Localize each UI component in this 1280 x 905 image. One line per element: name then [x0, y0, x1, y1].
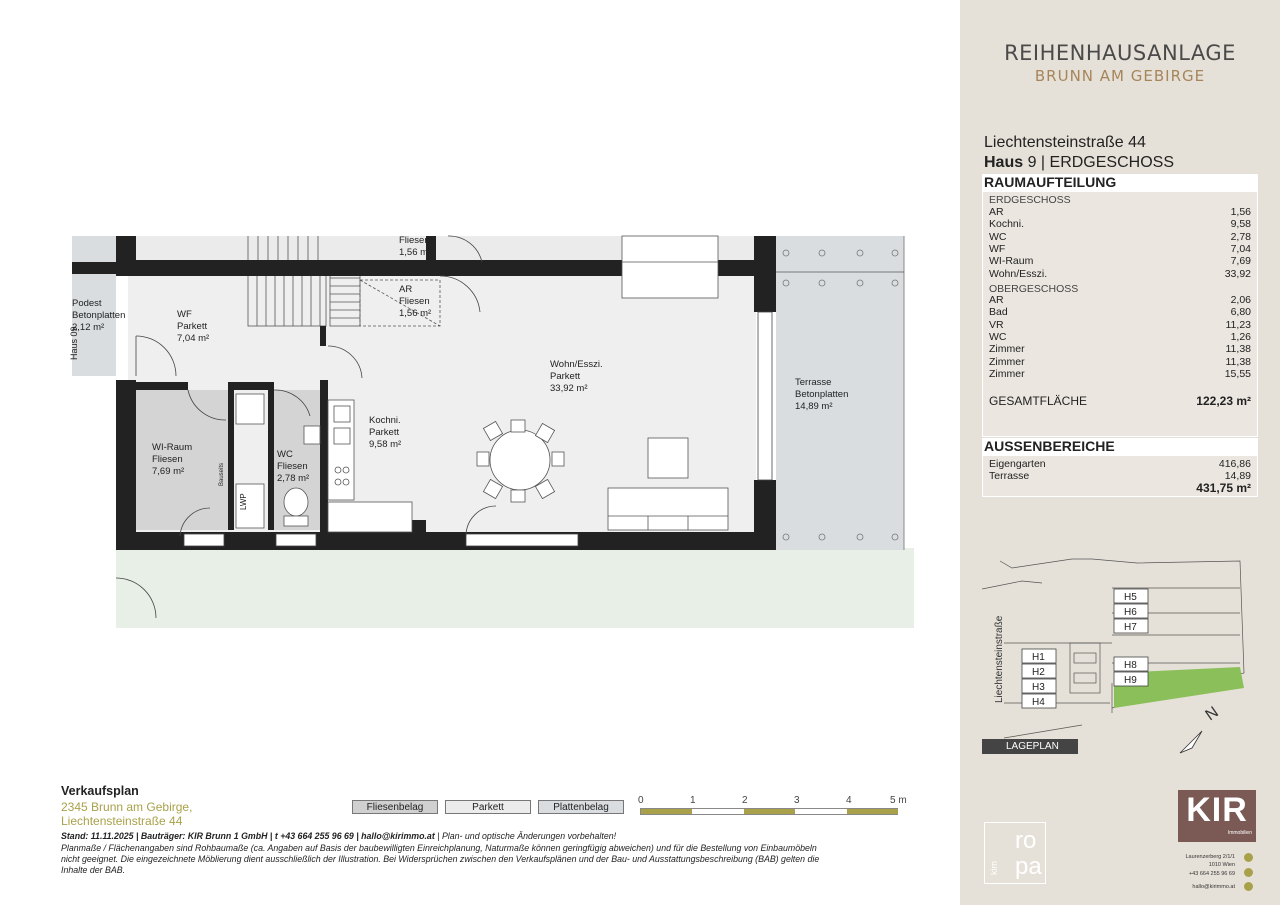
house-h4-label: H4	[1032, 697, 1045, 708]
ar-top-label: Fliesen 1,56 m²	[399, 235, 432, 258]
room-name: WF	[989, 242, 1006, 255]
aussen-total-row: 431,75 m²	[1196, 481, 1251, 495]
room-area: 9,58	[1230, 218, 1251, 231]
north-arrow-icon	[1180, 731, 1202, 753]
footer-disclaimer-1: Planmaße / Flächenangaben sind Rohbaumaße (ca. Angaben auf Basis der baubewilligten Einreichplanung, Naturmaße können geringfügig abweichen) und für die Bestellung von Einbaumöbeln	[61, 843, 817, 853]
mail-icon	[1244, 882, 1253, 891]
room-area: 2,78	[1230, 230, 1251, 243]
obergeschoss-label: OBERGESCHOSS	[989, 283, 1079, 295]
scale-label-5: 5 m	[890, 795, 907, 806]
area-row	[989, 458, 1251, 470]
house-h9-label: H9	[1124, 675, 1137, 686]
scale-label-2: 2	[742, 795, 748, 806]
scale-bar	[640, 808, 898, 815]
footer-stand-line: Stand: 11.11.2025 | Bauträger: KIR Brunn 1 GmbH | t +43 664 255 96 69 | hallo@kirimmo.at | Plan- und optische Änderungen vorbehalten!	[61, 831, 617, 841]
phone-icon	[1244, 868, 1253, 877]
room-area: 6,80	[1230, 306, 1251, 319]
area-row	[989, 255, 1251, 267]
room-name: VR	[989, 318, 1004, 331]
room-area: 11,38	[1225, 355, 1251, 368]
contact-line-2: 1010 Wien	[1208, 862, 1235, 868]
area-row	[989, 331, 1251, 343]
room-area: 7,69	[1230, 255, 1251, 268]
scale-label-3: 3	[794, 795, 800, 806]
lageplan-drawing	[982, 553, 1260, 758]
house-h1-label: H1	[1032, 652, 1045, 663]
room-name: Kochni.	[989, 218, 1025, 231]
aussenbereiche-heading: AUSSENBEREICHE	[982, 438, 1258, 455]
room-area: 1,56	[1230, 206, 1251, 218]
legend-plattenbelag: Plattenbelag	[538, 800, 624, 814]
house-h7-label: H7	[1124, 622, 1137, 633]
area-row	[989, 306, 1251, 318]
scale-label-0: 0	[638, 795, 644, 806]
floor-plan-drawing	[60, 230, 920, 630]
wc-label: WC Fliesen 2,78 m²	[277, 449, 310, 484]
room-area: 11,23	[1225, 318, 1251, 331]
room-area: 33,92	[1224, 267, 1251, 280]
contact-line-3: +43 664 255 96 69	[1188, 871, 1235, 877]
project-title: REIHENHAUSANLAGE	[1004, 41, 1236, 65]
house-h5-label: H5	[1124, 592, 1137, 603]
room-name: WI-Raum	[989, 255, 1034, 268]
room-area: 7,04	[1230, 242, 1251, 255]
wohn-label: Wohn/Esszi. Parkett 33,92 m²	[550, 359, 603, 394]
garden-area	[116, 548, 914, 628]
room-area: 1,26	[1230, 330, 1251, 343]
raumaufteilung-heading: RAUMAUFTEILUNG	[982, 174, 1258, 191]
room-area: 15,55	[1224, 367, 1251, 380]
room-name: Zimmer	[989, 367, 1025, 380]
room-name: AR	[989, 294, 1004, 306]
house-h2-label: H2	[1032, 667, 1045, 678]
terrasse-label: Terrasse Betonplatten 14,89 m²	[795, 377, 849, 412]
house-floor: Haus 9 | ERDGESCHOSS	[984, 154, 1174, 171]
raumaufteilung-table	[982, 191, 1258, 437]
podest-label: Podest Betonplatten 2,12 m²	[72, 298, 126, 333]
footer-title: Verkaufsplan	[61, 784, 139, 798]
area-row	[989, 231, 1251, 243]
kir-logo: KIR Immobilien	[1178, 790, 1256, 842]
room-area: 11,38	[1225, 343, 1251, 356]
area-row	[989, 243, 1251, 255]
footer-disclaimer-3: Inhalte der BAB.	[61, 865, 126, 875]
room-name: Terrasse	[989, 470, 1030, 483]
room-name: WC	[989, 330, 1007, 343]
wi-raum-label: WI-Raum Fliesen 7,69 m²	[152, 442, 193, 477]
room-name: Eigengarten	[989, 458, 1046, 470]
total-row: GESAMTFLÄCHE 122,23 m²	[989, 394, 1251, 408]
room-name: Bad	[989, 306, 1008, 319]
area-row	[989, 343, 1251, 355]
haus09-label: Haus 09	[69, 326, 79, 360]
aussenbereiche-table	[982, 455, 1258, 497]
room-name: AR	[989, 206, 1004, 218]
floor-plan	[60, 230, 920, 630]
house-h8-label: H8	[1124, 660, 1137, 671]
area-row	[989, 268, 1251, 280]
room-name: Zimmer	[989, 355, 1025, 368]
bauseits-label: Bauseits	[219, 462, 225, 486]
erdgeschoss-label: ERDGESCHOSS	[989, 194, 1071, 206]
footer-disclaimer-2: nicht geeignet. Die eingezeichnete Möblierung dient ausschließlich der Illustration. Bei Widersprüchen zwischen den Verkaufsplänen und der Bau- und Ausstattungsbeschreibung (BAB) gelten die	[61, 854, 820, 864]
area-row	[989, 356, 1251, 368]
house-h3-label: H3	[1032, 682, 1045, 693]
ropa-logo: ro pa kim	[984, 822, 1046, 884]
address-icon	[1244, 853, 1253, 862]
room-area: 416,86	[1218, 458, 1251, 470]
ar-label: AR Fliesen 1,56 m²	[399, 284, 432, 319]
lageplan	[982, 553, 1260, 758]
area-row	[989, 218, 1251, 230]
contact-line-4: hallo@kirimmo.at	[1192, 884, 1235, 890]
scale-label-4: 4	[846, 795, 852, 806]
street-address: Liechtensteinstraße 44	[984, 134, 1146, 151]
area-row	[989, 319, 1251, 331]
wf-label: WF Parkett 7,04 m²	[177, 309, 210, 344]
house-h6-label: H6	[1124, 607, 1137, 618]
room-name: Zimmer	[989, 343, 1025, 356]
legend-fliesenbelag: Fliesenbelag	[352, 800, 438, 814]
area-row	[989, 294, 1251, 306]
area-row	[989, 206, 1251, 218]
room-name: WC	[989, 230, 1007, 243]
lwp-label: LWP	[239, 493, 248, 510]
area-row	[989, 368, 1251, 380]
contact-line-1: Laurenzerberg 2/1/1	[1185, 854, 1235, 860]
room-name: Wohn/Esszi.	[989, 267, 1048, 280]
scale-label-1: 1	[690, 795, 696, 806]
legend-parkett: Parkett	[445, 800, 531, 814]
project-subtitle: BRUNN AM GEBIRGE	[1034, 67, 1206, 85]
lageplan-label: LAGEPLAN	[982, 739, 1078, 754]
kochni-label: Kochni. Parkett 9,58 m²	[369, 415, 402, 450]
footer-address: 2345 Brunn am Gebirge, Liechtensteinstraße 44	[61, 800, 193, 828]
room-area: 14,89	[1224, 470, 1251, 483]
room-area: 2,06	[1230, 294, 1251, 306]
lageplan-street-label: Liechtensteinstraße	[994, 615, 1005, 703]
north-label: N	[1202, 703, 1222, 725]
